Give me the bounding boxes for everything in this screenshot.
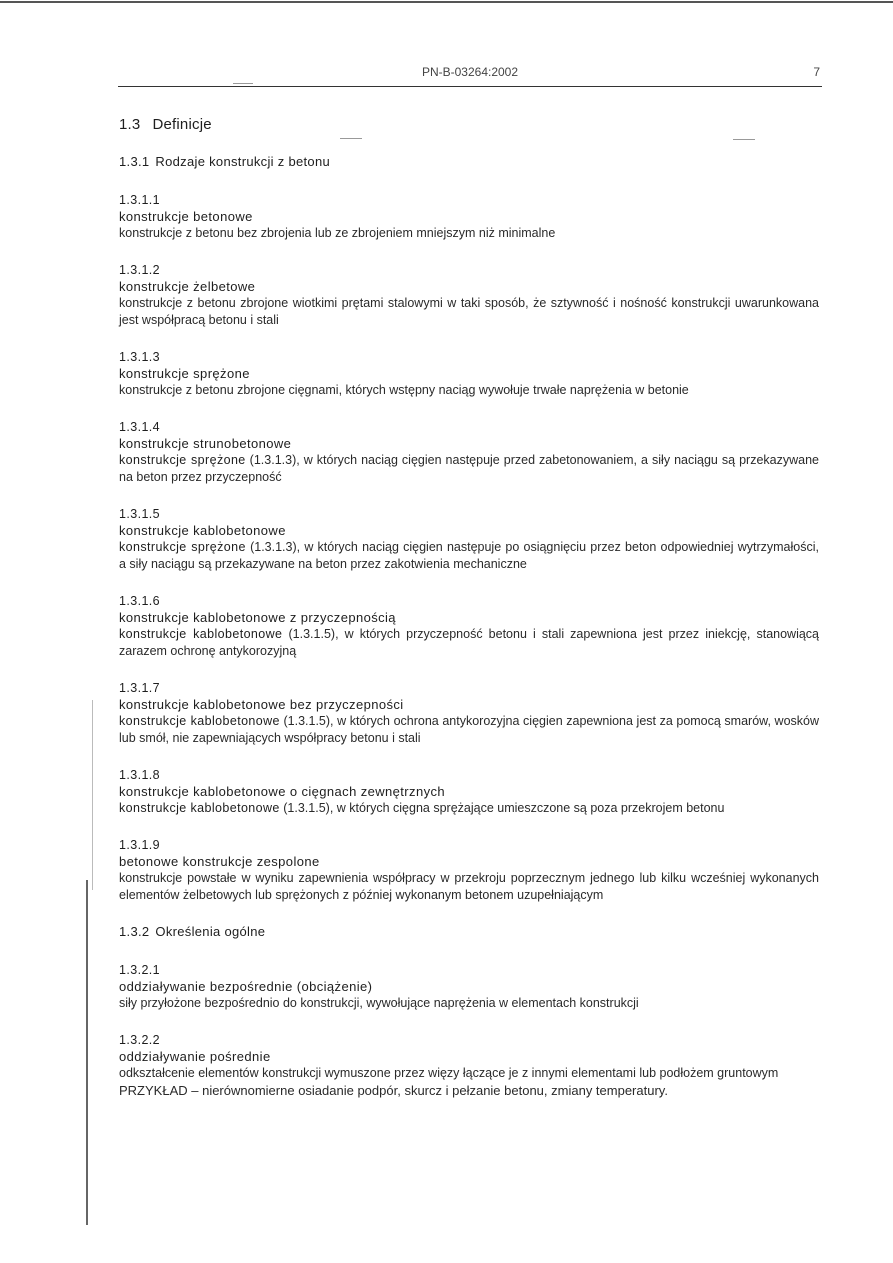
entry-term: oddziaływanie bezpośrednie (obciążenie) — [119, 979, 373, 994]
entry-term: konstrukcje żelbetowe — [119, 279, 256, 294]
page-content — [119, 116, 819, 1119]
entry-number: 1.3.1.8 — [119, 768, 161, 782]
definition-entry — [119, 192, 819, 242]
scan-top-edge — [0, 1, 893, 3]
entry-definition — [119, 713, 819, 747]
definition-entry — [119, 419, 819, 486]
subsection-number: 1.3.1 — [119, 154, 150, 169]
entry-number: 1.3.1.5 — [119, 507, 161, 521]
entry-number: 1.3.1.2 — [119, 263, 161, 277]
definition-entry — [119, 962, 819, 1012]
entry-number: 1.3.2.1 — [119, 963, 161, 977]
entry-term: konstrukcje kablobetonowe z przyczepnością — [119, 610, 396, 625]
entry-definition-text: (1.3.1.5), w których cięgna sprężające umieszczone są poza przekrojem betonu — [279, 801, 725, 815]
definition-entry — [119, 1032, 819, 1099]
subsection-number: 1.3.2 — [119, 924, 150, 939]
entry-reference-term: konstrukcje sprężone — [119, 540, 246, 554]
entry-term: konstrukcje kablobetonowe — [119, 523, 286, 538]
definition-entry — [119, 767, 819, 817]
entry-definition-text: konstrukcje z betonu zbrojone cięgnami, których wstępny naciąg wywołuje trwałe naprężenia w betonie — [119, 383, 689, 397]
page-number: 7 — [813, 65, 820, 79]
entry-definition-text: (1.3.1.3), w których naciąg cięgien następuje po osiągnięciu przez beton odpowiedniej wytrzymałości, a siły naciągu są przekazywane na beton przez zakotwienia mechaniczne — [119, 540, 819, 571]
entry-definition — [119, 626, 819, 660]
entry-reference-term: konstrukcje kablobetonowe — [119, 801, 280, 815]
section-heading — [119, 116, 819, 133]
entry-term: konstrukcje strunobetonowe — [119, 436, 292, 451]
entry-number: 1.3.1.3 — [119, 350, 161, 364]
entry-number: 1.3.1.7 — [119, 681, 161, 695]
definition-entry — [119, 593, 819, 660]
subsection-heading — [119, 924, 819, 939]
subsection-title: Określenia ogólne — [155, 924, 266, 939]
entry-definition — [119, 452, 819, 486]
section-number: 1.3 — [119, 116, 141, 133]
scan-binding-mark-faint — [92, 700, 93, 890]
definition-entry — [119, 506, 819, 573]
definition-entry — [119, 349, 819, 399]
entry-definition-text: (1.3.1.5), w których ochrona antykorozyjna cięgien zapewniona jest za pomocą smarów, wosków lub smół, nie zapewniających współpracy betonu i stali — [119, 714, 819, 745]
entry-definition-text: (1.3.1.5), w których przyczepność betonu i stali zapewniona jest przez iniekcję, stanowiącą zarazem ochronę antykorozyjną — [119, 627, 820, 658]
entry-definition — [119, 539, 819, 573]
entry-number: 1.3.1.4 — [119, 420, 161, 434]
entry-number: 1.3.1.9 — [119, 838, 161, 852]
entry-term: konstrukcje kablobetonowe bez przyczepności — [119, 697, 404, 712]
entry-term: betonowe konstrukcje zespolone — [119, 854, 320, 869]
entry-term: konstrukcje betonowe — [119, 209, 253, 224]
standard-code: PN-B-03264:2002 — [421, 65, 519, 79]
definition-entry — [119, 837, 819, 904]
entry-example: PRZYKŁAD – nierównomierne osiadanie podpór, skurcz i pełzanie betonu, zmiany temperatury. — [119, 1083, 668, 1098]
entry-definition-text: odkształcenie elementów konstrukcji wymuszone przez więzy łączące je z innymi elementami lub podłożem gruntowym — [119, 1066, 779, 1080]
entry-definition — [119, 1065, 819, 1082]
section-title: Definicje — [152, 116, 212, 133]
entry-reference-term: konstrukcje sprężone — [119, 453, 246, 467]
entry-definition-text: siły przyłożone bezpośrednio do konstrukcji, wywołujące naprężenia w elementach konstrukcji — [119, 996, 639, 1010]
entry-reference-term: konstrukcje kablobetonowe — [119, 627, 283, 641]
entry-definition — [119, 870, 819, 904]
page-header — [118, 64, 822, 87]
subsection-heading — [119, 154, 819, 169]
subsection-title: Rodzaje konstrukcji z betonu — [155, 154, 331, 169]
entry-definition — [119, 382, 819, 399]
scan-binding-mark — [86, 880, 88, 1225]
entry-number: 1.3.2.2 — [119, 1033, 161, 1047]
entry-definition — [119, 295, 819, 329]
entry-definition — [119, 995, 819, 1012]
entry-term: oddziaływanie pośrednie — [119, 1049, 271, 1064]
entry-definition — [119, 225, 819, 242]
entry-reference-term: konstrukcje kablobetonowe — [119, 714, 280, 728]
entry-definition — [119, 800, 819, 817]
entry-definition-text: (1.3.1.3), w których naciąg cięgien następuje przed zabetonowaniem, a siły naciągu są przekazywane na beton przez przyczepność — [119, 453, 819, 484]
entry-number: 1.3.1.1 — [119, 193, 161, 207]
definition-entry — [119, 262, 819, 329]
entry-definition-text: konstrukcje z betonu zbrojone wiotkimi prętami stalowymi w taki sposób, że sztywność i nośność konstrukcji uwarunkowana jest współpracą betonu i stali — [119, 296, 819, 327]
entry-number: 1.3.1.6 — [119, 594, 161, 608]
entry-term: konstrukcje sprężone — [119, 366, 250, 381]
entry-definition-text: konstrukcje z betonu bez zbrojenia lub ze zbrojeniem mniejszym niż minimalne — [119, 226, 556, 240]
entry-definition-text: konstrukcje powstałe w wyniku zapewnienia współpracy w przekroju poprzecznym jednego lub kilku wcześniej wykonanych elementów żelbetowych lub sprężonych z później wykonanym betonem uzupełniającym — [119, 871, 819, 902]
subsections-container — [119, 154, 819, 1099]
entry-term: konstrukcje kablobetonowe o cięgnach zewnętrznych — [119, 784, 446, 799]
definition-entry — [119, 680, 819, 747]
